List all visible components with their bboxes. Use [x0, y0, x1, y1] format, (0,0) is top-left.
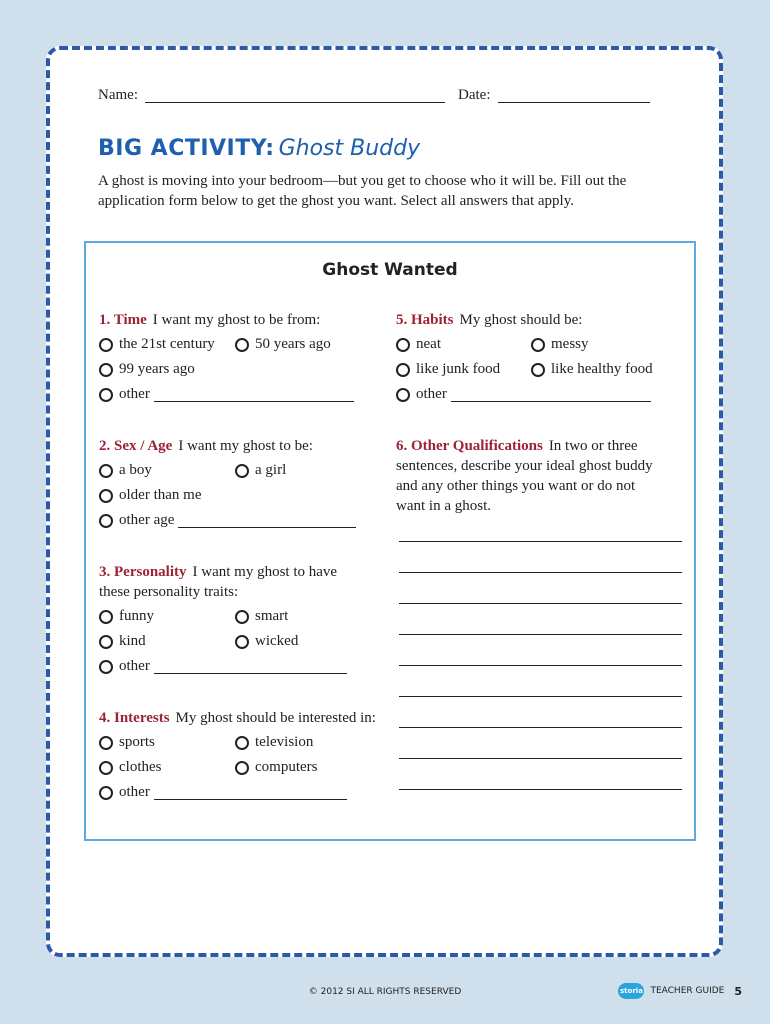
writing-line[interactable] [399, 758, 682, 759]
option-junk-food[interactable] [396, 361, 500, 378]
name-field[interactable] [145, 102, 445, 103]
date-field[interactable] [498, 102, 650, 103]
section-sex-age-heading [99, 436, 313, 456]
option-99-years-ago[interactable] [99, 361, 195, 378]
radio-circle[interactable] [396, 338, 410, 352]
option-label: other [119, 658, 150, 674]
radio-circle[interactable] [99, 338, 113, 352]
radio-circle[interactable] [396, 363, 410, 377]
activity-title-big: BIG ACTIVITY: [98, 136, 275, 161]
option-label: older than me [119, 487, 202, 503]
option-personality-other[interactable] [99, 658, 347, 675]
section-habits-number: 5. Habits [396, 312, 454, 328]
other-qual-line-1: sentences, describe your ideal ghost buddy [396, 458, 653, 474]
intro-text: A ghost is moving into your bedroom—but you get to choose who it will be. Fill out the application form below to get the ghost you want. Select all answers that apply. [98, 173, 627, 209]
option-messy[interactable] [531, 336, 589, 353]
section-habits-heading [396, 310, 582, 330]
radio-circle[interactable] [235, 610, 249, 624]
option-clothes[interactable] [99, 759, 162, 776]
option-healthy-food[interactable] [531, 361, 653, 378]
option-label: neat [416, 336, 441, 352]
option-neat[interactable] [396, 336, 441, 353]
option-label: a girl [255, 462, 287, 478]
option-older-than-me[interactable] [99, 487, 201, 504]
other-qual-line-3: want in a ghost. [396, 498, 491, 514]
option-other-age[interactable] [99, 512, 356, 529]
radio-circle[interactable] [235, 464, 249, 478]
radio-circle[interactable] [235, 761, 249, 775]
section-sex-age-number: 2. Sex / Age [99, 438, 173, 454]
option-label: wicked [255, 633, 299, 649]
section-personality-number: 3. Personality [99, 564, 187, 580]
option-label: smart [255, 608, 289, 624]
option-label: computers [255, 759, 318, 775]
option-label: kind [119, 633, 146, 649]
section-time-prompt: I want my ghost to be from: [152, 312, 321, 328]
interests-other-field[interactable] [154, 786, 347, 800]
section-time-number: 1. Time [99, 312, 147, 328]
ghost-wanted-form [84, 241, 696, 841]
name-label: Name: [98, 87, 138, 103]
radio-circle[interactable] [99, 363, 113, 377]
section-time-heading [99, 310, 320, 330]
personality-other-field[interactable] [154, 660, 347, 674]
radio-circle[interactable] [99, 388, 113, 402]
storia-logo: storia [618, 983, 644, 999]
option-label: other [119, 386, 150, 402]
option-label: a boy [119, 462, 152, 478]
writing-line[interactable] [399, 789, 682, 790]
radio-circle[interactable] [99, 464, 113, 478]
radio-circle[interactable] [99, 786, 113, 800]
form-title: Ghost Wanted [322, 260, 458, 280]
option-label: like healthy food [551, 361, 653, 377]
option-label: like junk food [416, 361, 501, 377]
radio-circle[interactable] [531, 338, 545, 352]
option-computers[interactable] [235, 759, 317, 776]
option-21st-century[interactable] [99, 336, 215, 353]
section-interests-heading [99, 708, 376, 728]
option-a-boy[interactable] [99, 462, 152, 479]
section-personality-prompt: I want my ghost to have [192, 564, 338, 580]
option-wicked[interactable] [235, 633, 298, 650]
option-habits-other[interactable] [396, 386, 651, 403]
copyright-text: © 2012 SI ALL RIGHTS RESERVED [308, 987, 462, 997]
option-label: television [255, 734, 314, 750]
option-label: other [119, 784, 150, 800]
section-interests-number: 4. Interests [99, 710, 170, 726]
writing-line[interactable] [399, 665, 682, 666]
radio-circle[interactable] [235, 635, 249, 649]
section-interests-prompt: My ghost should be interested in: [175, 710, 376, 726]
option-label: other age [119, 512, 175, 528]
option-label: messy [551, 336, 589, 352]
radio-circle[interactable] [531, 363, 545, 377]
section-other-qual-number: 6. Other Qualifications [396, 438, 543, 454]
writing-line[interactable] [399, 603, 682, 604]
option-label: funny [119, 608, 154, 624]
option-smart[interactable] [235, 608, 288, 625]
writing-line[interactable] [399, 696, 682, 697]
habits-other-field[interactable] [451, 388, 651, 402]
option-label: sports [119, 734, 155, 750]
option-label: 50 years ago [255, 336, 331, 352]
option-label: clothes [119, 759, 162, 775]
teacher-guide-label: TEACHER GUIDE [650, 986, 725, 996]
radio-circle[interactable] [99, 610, 113, 624]
option-time-other[interactable] [99, 386, 354, 403]
option-label: 99 years ago [119, 361, 195, 377]
radio-circle[interactable] [99, 489, 113, 503]
section-other-qual-heading [396, 436, 638, 456]
other-qual-line-2: and any other things you want or do not [396, 478, 636, 494]
option-50-years-ago[interactable] [235, 336, 331, 353]
radio-circle[interactable] [396, 388, 410, 402]
page-number: 5 [734, 984, 742, 998]
radio-circle[interactable] [235, 736, 249, 750]
option-funny[interactable] [99, 608, 154, 625]
writing-line[interactable] [399, 541, 682, 542]
time-other-field[interactable] [154, 388, 354, 402]
option-television[interactable] [235, 734, 313, 751]
other-age-field[interactable] [178, 514, 356, 528]
option-kind[interactable] [99, 633, 146, 650]
section-personality-heading [99, 562, 337, 582]
section-other-qual-prompt: In two or three [548, 438, 638, 454]
section-habits-prompt: My ghost should be: [459, 312, 583, 328]
option-sports[interactable] [99, 734, 155, 751]
section-sex-age-prompt: I want my ghost to be: [178, 438, 313, 454]
option-interests-other[interactable] [99, 784, 347, 801]
radio-circle[interactable] [235, 338, 249, 352]
option-label: the 21st century [119, 336, 215, 352]
radio-circle[interactable] [99, 514, 113, 528]
writing-line[interactable] [399, 727, 682, 728]
radio-circle[interactable] [99, 761, 113, 775]
date-label: Date: [458, 87, 491, 103]
activity-title [98, 136, 420, 161]
option-a-girl[interactable] [235, 462, 286, 479]
footer-right [618, 983, 742, 999]
writing-line[interactable] [399, 634, 682, 635]
section-personality-prompt-cont: these personality traits: [99, 584, 239, 600]
radio-circle[interactable] [99, 635, 113, 649]
activity-title-sub: Ghost Buddy [278, 136, 421, 161]
writing-line[interactable] [399, 572, 682, 573]
radio-circle[interactable] [99, 660, 113, 674]
option-label: other [416, 386, 447, 402]
radio-circle[interactable] [99, 736, 113, 750]
